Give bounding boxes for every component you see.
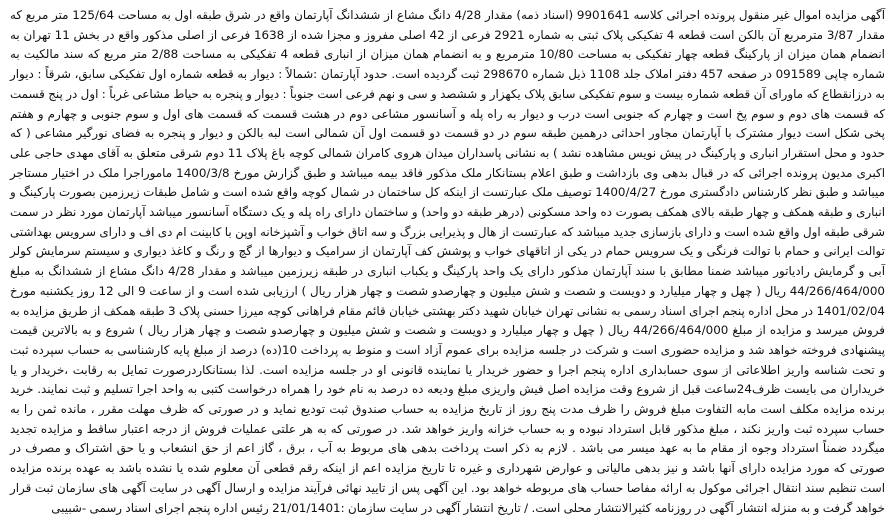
notice-body-text: آگهی مزایده اموال غیر منقول پرونده اجرائی کلاسه 9901641 (اسناد ذمه) مقدار 4/28 دانگ مشاع از ششدانگ آپارتمان واقع در شرق طبقه اول به مساحت 125/64 متر مربع که مقدار 3/87 مترمربع آن بالکن است قطعه 4 تفکیکی پلاک ثبتی به شماره 2921 فرعی از 42 اصلی مفروز و مجزا شده از 1638 فرعی از اصلی مذکور واقع در بخش 11 تهران به انضمام همان میزان از پارکینگ قطعه چهار تفکیکی به مساحت 10/80 مترمربع و به انضمام همان میزان از انباری قطعه 4 تفکیکی به مساحت 2/88 متر مربع که سند مالکیت به شماره چاپی 091589 در صفحه 457 دفتر املاک جلد 1108 ذیل شماره 298670 ثبت گردیده است. حدود آپارتمان :شمالاً : دیوار به قطعه شماره اول تفکیکی سابق، شرقاً : دیوار به درزانقطاع که ماورای آن قطعه شماره بیست و سوم تفکیکی سابق پلاک یکهزار و ششصد و سی و نهم فرعی است جنوباً : دیوار و پنجره به حیاط مشاعی غرباً : اول در پنج قسمت که قسمت های دوم و سوم پخ است و چهارم که جنوبی است درب و دیوار به راه پله و آسانسور مشاعی دوم در هشت قسمت که قسمت های اول و سوم جنوبی و چهارم و هفتم پخی شکل است دیوار مشترک با آپارتمان مجاور احداثی درهمین طبقه سوم در دو قسمت دو قسمت اول آن شمالی است لبه بالکن و دیوار و پنجره به فضای نورگیر مشاعی ( که حدود و محل استقرار انباری و پارکینگ در پیش نویس مشاهده نشد ) به نشانی پاسداران میدان هروی کامران شمالی کوچه باغ پلاک 11 دوم شرقی متعلق به آقای مهدی حاجی علی اکبری مدیون پرونده اجرائی که در قبال بدهی وی بازداشت و طبق اعلام بستانکار ملک مذکور فاقد بیمه میباشد و طبق گزارش مورخ 1400/3/8 ماموراجرا ملک در اختیار مستاجر میباشد و طبق نظر کارشناس دادگستری مورخ 1400/4/27 توصیف ملک عبارتست از اینکه کل ساختمان در شمال کوچه واقع شده است و شامل طبقات زیرزمین بصورت پارکینگ و انباری و طبقه همکف و چهار طبقه بالای همکف بصورت ده واحد مسکونی (درهر طبقه دو واحد) و ساختمان دارای راه پله و یک دستگاه آسانسور میباشد آپارتمان مورد نظر در سمت شرقی طبقه اول واقع شده است و دارای بازسازی جدید میباشد که عبارتست از هال و پذیرایی بزرگ و سه اتاق خواب و آشپزخانه اوپن با کابینت ام دی اف و دارای سرویس بهداشتی توالت ایرانی و حمام با توالت فرنگی و یک سرویس حمام در یکی از اتاقهای خواب و پوشش کف آپارتمان از سرامیک و دیوارها از گچ و رنگ و کاغذ دیواری و سیستم سرمایش کولر آبی و گرمایش رادیاتور میباشد ضمنا مطابق با سند آپارتمان مذکور دارای یک واحد پارکینگ و یکباب انباری در طبقه زیرزمین میباشد و مقدار 4/28 دانگ مشاع از ششدانگ به مبلغ 44/266/464/000 ریال ( چهل و چهار میلیارد و دویست و شصت و شش میلیون و چهارصدو شصت و چهار هزار ریال ) ارزیابی شده است و از ساعت 9 الی 12 روز یکشنبه مورخ 1401/02/04 در محل اداره پنجم اجرای اسناد رسمی به نشانی تهران خیابان شهید دکتر بهشتی خیابان قائم مقام فراهانی کوچه میرزا حسنی پلاک 3 طبقه همکف از طریق مزایده به فروش میرسد و مزایده از مبلغ 44/266/464/000 ریال ( چهل و چهار میلیارد و دویست و شصت و شش میلیون و چهارصدو شصت و چهار هزار ریال ) شروع و به بالاترین قیمت پیشنهادی فروخته خواهد شد و مزایده حضوری است و شرکت در جلسه مزایده برای عموم آزاد است و منوط به پرداخت 10(ده) درصد از مبلغ پایه کارشناسی به حساب سپرده ثبت و تحت شناسه واریز اطلاعاتی از سوی حسابداری اداره پنجم اجرا و حضور خریدار یا نماینده قانونی او در جلسه مزایده است. لذا بستانکاردرصورت تمایل به رقابت ،خریدار و یا خریداران می بایست ظرف24ساعت قبل از شروع وقت مزایده اصل فیش واریزی مبلغ ودیعه ده درصد به نام خود را همراه درخواست کتبی به واحد اجرا تسلیم و ثبت نمایند. خرید برنده مزایده مکلف است مابه التفاوت مبلغ فروش را ظرف مدت پنج روز از تاریخ مزایده به حساب صندوق ثبت تودیع نماید و در صورتی که ظرف مهلت مقرر ، مانده ثمن را به حساب سپرده ثبت واریز نکند ، مبلغ مذکور قابل استرداد نبوده و به حساب خزانه واریز خواهد شد. در صورتی که به هر علتی عملیات فروش از درجه اعتبار ساقط و مزایده تجدید میگردد ضمناً استرداد وجوه از مقام ما به عهد میسر می باشد . لازم به ذکر است پرداخت بدهی های مربوط به آب ، برق ، گاز اعم از حق انشعاب و یا حق اشتراک و مصرف در صورتی که مورد مزایده دارای آنها باشد و نیز بدهی مالیاتی و عوارض شهرداری و غیره تا تاریخ مزایده اعم از اینکه رقم قطعی آن معلوم شده یا نشده باشد به عهده برنده مزایده است تنظیم سند انتقال اجرائی موکول به ارائه مفاصا حساب های مربوطه خواهد بود. این آگهی پس از تایید نهائی فرآیند مزایده و ارسال آگهی در سایت آگهی های سازمان ثبت قرار خواهد گرفت و به منزله انتشار آگهی در روزنامه کثیرالانتشار محلی است. / تاریخ انتشار آگهی در سایت سازمان :21/01/1401 رئیس اداره پنجم اجرای اسناد رسمی -شبیبی (10, 8, 886, 515)
